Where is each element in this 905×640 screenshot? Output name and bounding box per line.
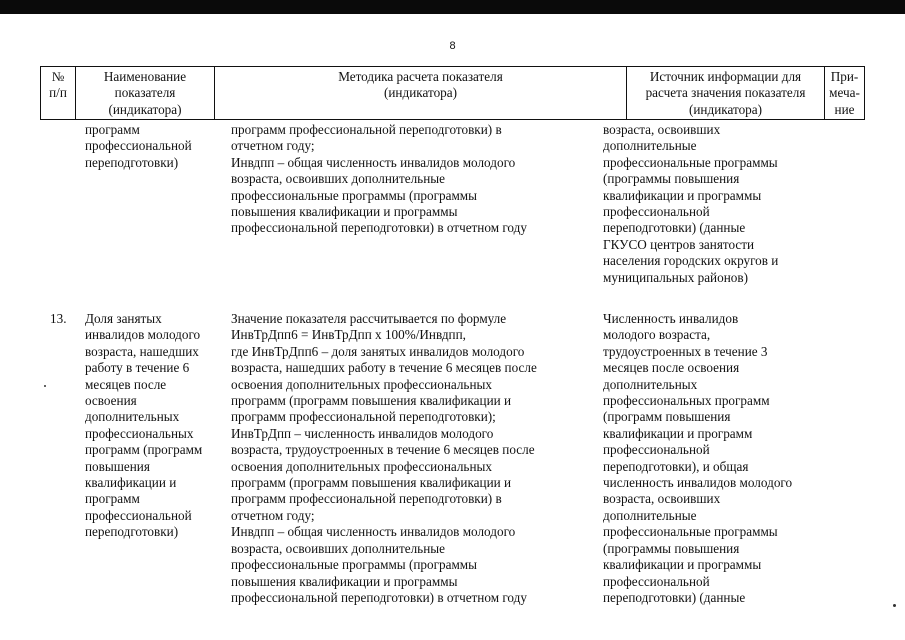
header-source: Источник информации для расчета значения показателя (индикатора) <box>626 66 825 120</box>
row-method: Значение показателя рассчитывается по формуле ИнвТрДпп6 = ИнвТрДпп х 100%/Инвдпп, где ИнвТрДпп6 – доля занятых инвалидов молодого возраста, нашедших работу в течение 6 месяцев после освоения дополнительных профессиональных программ (программ повышения квалификации и программ профессиональной переподготовки); ИнвТрДпп – численность инвалидов молодого возраста, трудоустроенных в течение 6 месяцев после освоения дополнительных профессиональных программ (программ повышения квалификации и программ профессиональной переподготовки) в отчетном году; Инвдпп – общая численность инвалидов молодого возраста, освоивших дополнительные профессиональные программы (программы повышения квалификации и программы профессиональной переподготовки) в отчетном году <box>231 311 537 605</box>
top-scan-border <box>0 0 905 14</box>
scan-speck <box>44 385 46 387</box>
page-number: 8 <box>449 40 456 52</box>
header-indicator-name: Наименование показателя (индикатора) <box>75 66 215 120</box>
header-note: При- меча- ние <box>824 66 865 120</box>
row-source: возраста, освоивших дополнительные профессиональные программы (программы повышения квалификации и программы профессиональной переподготовки) (данные ГКУСО центров занятости населения городских округов и муниципальных районов) <box>603 122 779 285</box>
header-number: № п/п <box>40 66 76 120</box>
header-method: Методика расчета показателя (индикатора) <box>214 66 627 120</box>
row-number: 13. <box>50 311 67 326</box>
row-indicator-name: Доля занятых инвалидов молодого возраста, нашедших работу в течение 6 месяцев после освоения дополнительных профессиональных программ (программ повышения квалификации и программ профессиональной переподготовки) <box>85 311 203 540</box>
row-indicator-name: программ профессиональной переподготовки) <box>85 122 192 170</box>
row-method: программ профессиональной переподготовки) в отчетном году; Инвдпп – общая численность инвалидов молодого возраста, освоивших дополнительные профессиональные программы (программы повышения квалификации и программы профессиональной переподготовки) в отчетном году <box>231 122 527 236</box>
scan-speck <box>893 604 896 607</box>
row-source: Численность инвалидов молодого возраста, трудоустроенных в течение 3 месяцев после освоения дополнительных профессиональных программ (программ повышения квалификации и программ профессиональной переподготовки), и общая численность инвалидов молодого возраста, освоивших дополнительные профессиональные программы (программы повышения квалификации и программы профессиональной переподготовки) (данные <box>603 311 793 605</box>
